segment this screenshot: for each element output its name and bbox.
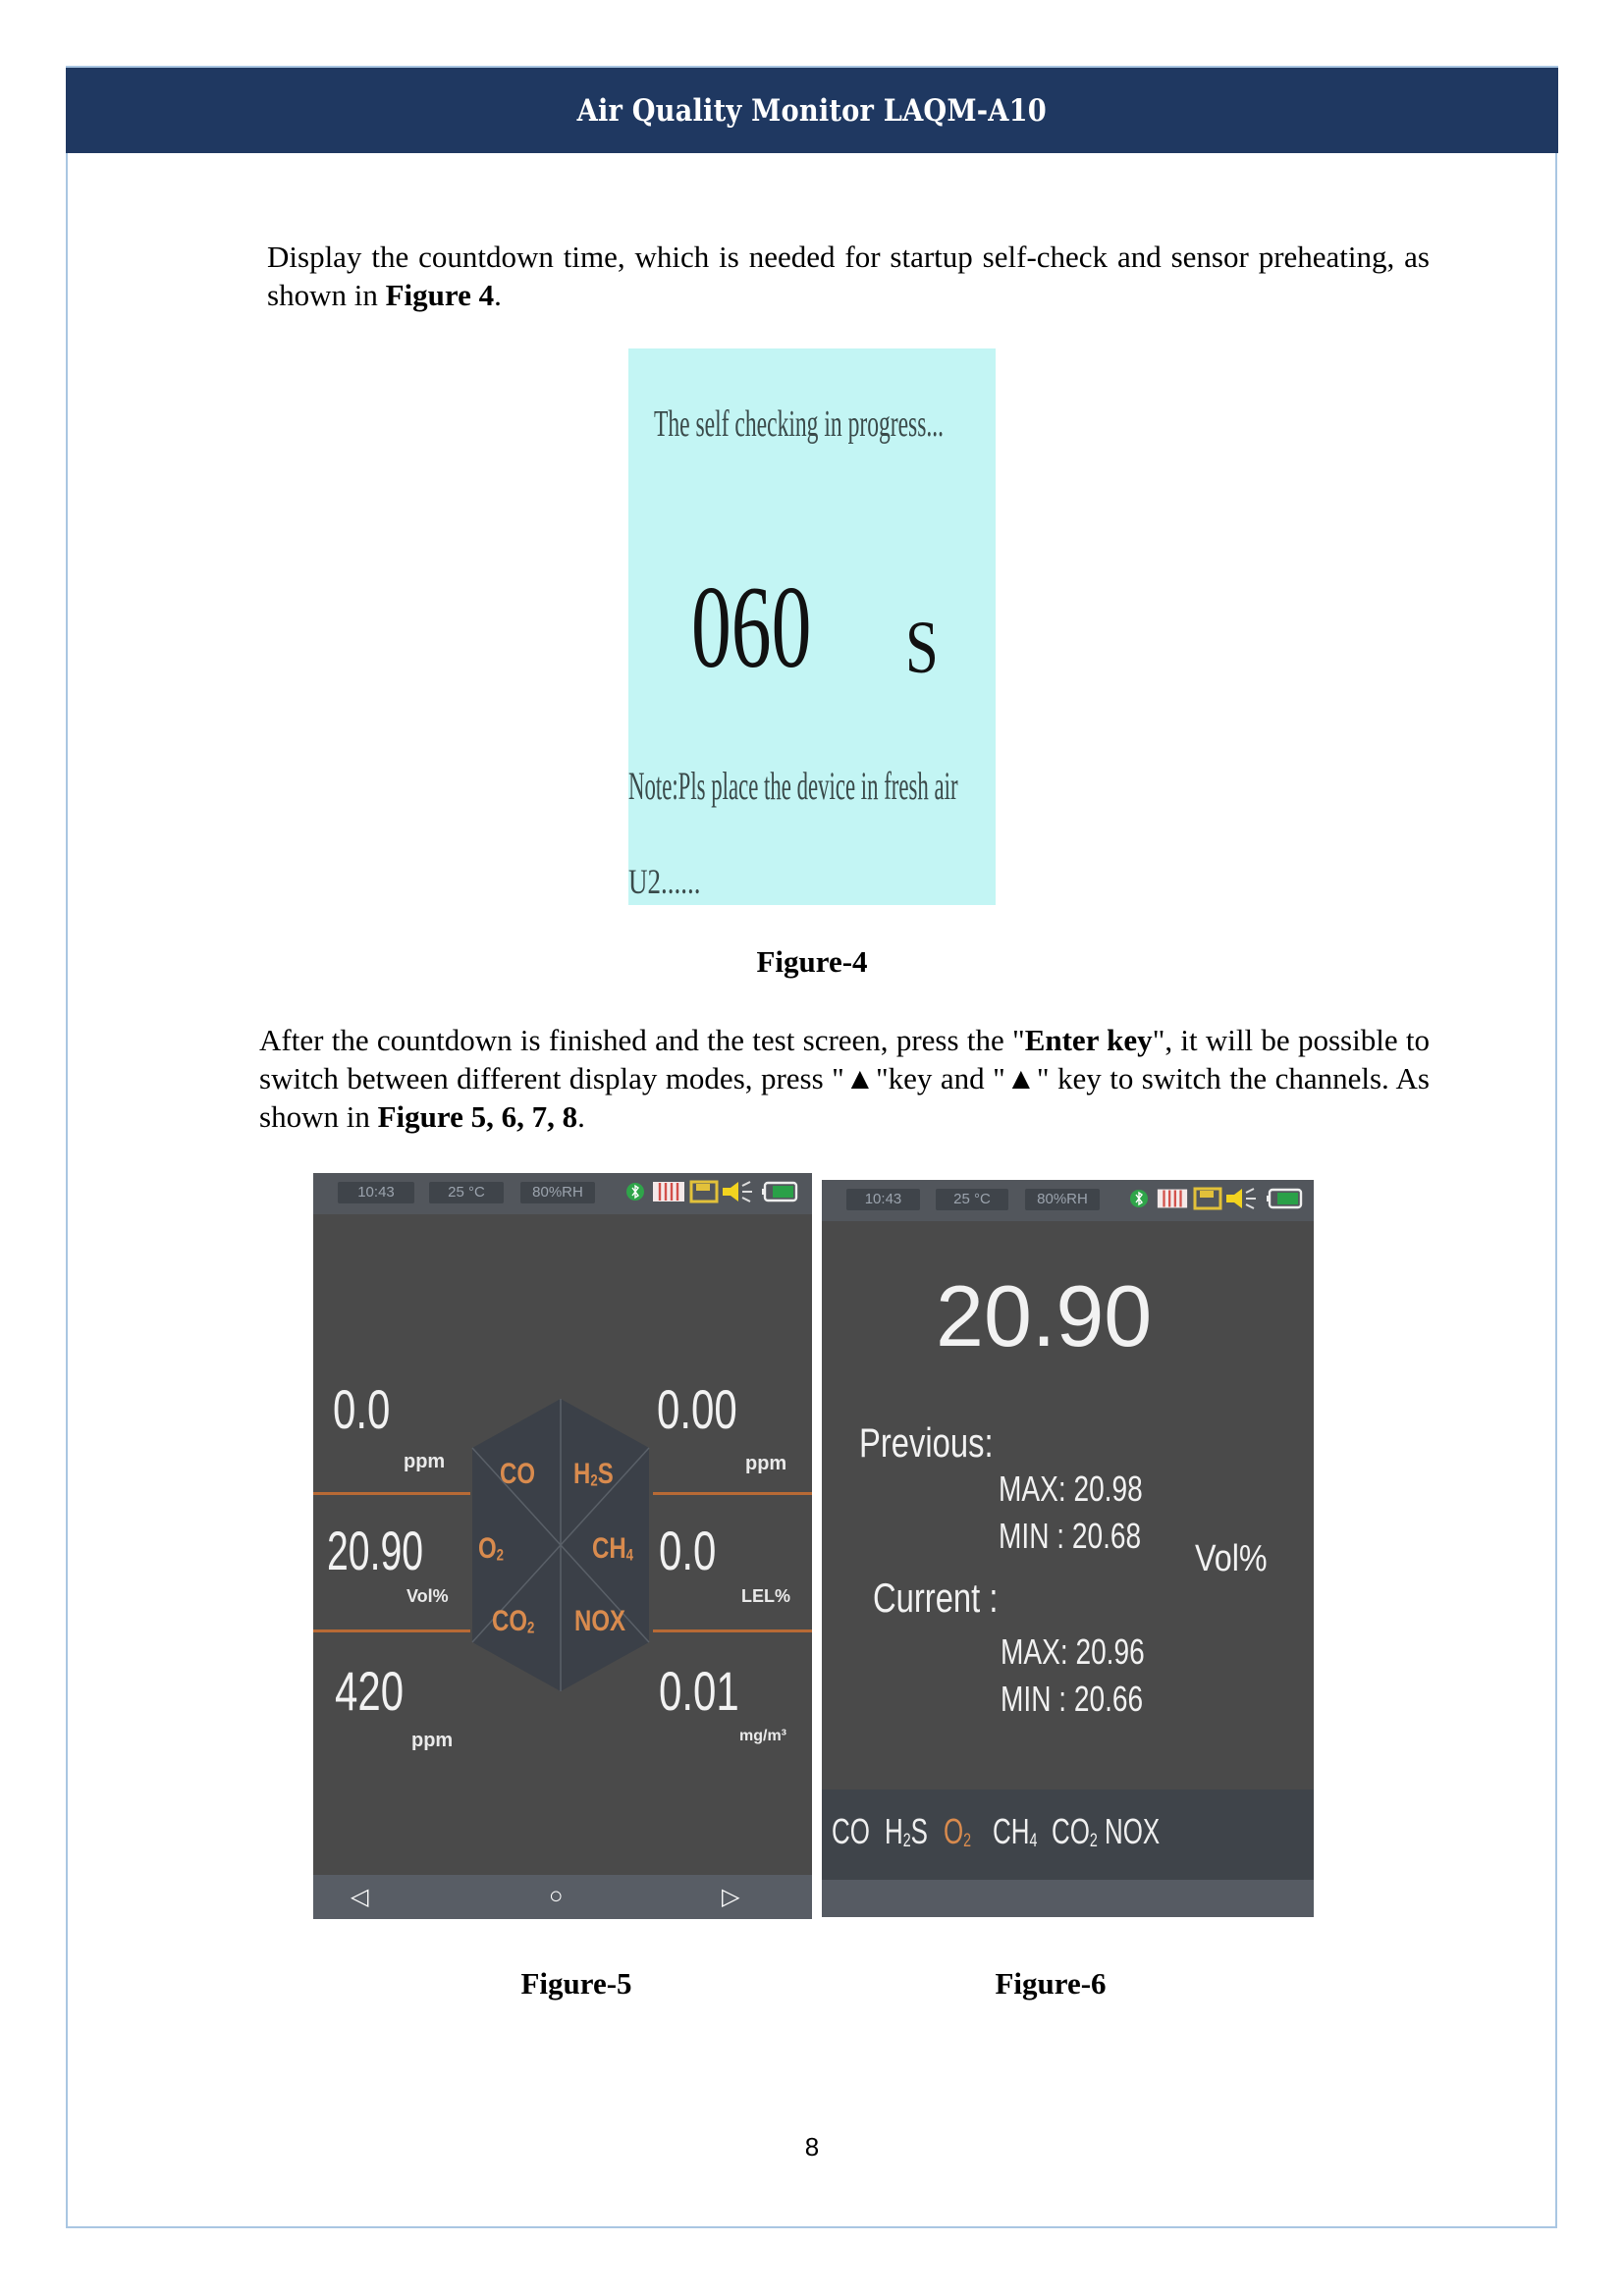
current-label: Current : <box>873 1575 999 1621</box>
hex-label-o2[interactable]: O2 <box>478 1532 505 1565</box>
figure-4-self-check-screen <box>628 348 996 905</box>
self-check-title: The self checking in progress... <box>654 403 945 445</box>
navigation-bar <box>313 1875 812 1919</box>
humidity-display: 80%RH <box>520 1182 595 1203</box>
battery-icon <box>761 1180 798 1203</box>
hex-label-nox[interactable]: NOX <box>574 1605 626 1637</box>
heater-icon <box>651 1180 686 1203</box>
save-icon <box>689 1180 719 1203</box>
fresh-air-note: Note:Pls place the device in fresh air <box>628 764 958 808</box>
co-value: 0.0 <box>333 1378 391 1440</box>
hex-label-h2s[interactable]: H2S <box>573 1458 614 1490</box>
h2s-value: 0.00 <box>657 1378 737 1440</box>
hex-label-ch4[interactable]: CH4 <box>592 1532 634 1565</box>
tab-ch4[interactable]: CH4 <box>993 1811 1038 1851</box>
figure-5-caption: Figure-5 <box>520 1966 632 2001</box>
humidity-display: 80%RH <box>1025 1189 1100 1210</box>
channel-tabs <box>822 1789 1314 1880</box>
row-divider <box>313 1492 470 1495</box>
previous-min: MIN : 20.68 <box>999 1516 1142 1556</box>
paragraph-text: ", it will be possible to switch between different display modes, press "▲"key and "▲" key to switch the channels. As shown in <box>259 1023 1431 1134</box>
bluetooth-icon <box>624 1180 646 1203</box>
countdown-unit: S <box>905 607 939 689</box>
time-display: 10:43 <box>338 1182 414 1203</box>
nox-value: 0.01 <box>659 1660 739 1722</box>
tab-h2s[interactable]: H2S <box>885 1811 928 1851</box>
o2-value: 20.90 <box>327 1520 424 1581</box>
o2-unit: Vol% <box>406 1586 449 1606</box>
document-title: Air Quality Monitor LAQM-A10 <box>576 92 1048 129</box>
co2-value: 420 <box>335 1660 405 1722</box>
co2-unit: ppm <box>411 1730 454 1751</box>
nox-unit: mg/m³ <box>739 1728 786 1744</box>
co-unit: ppm <box>404 1451 446 1472</box>
figure-reference: Figure 4 <box>385 278 495 312</box>
forward-icon[interactable]: ▷ <box>722 1884 740 1910</box>
tab-co[interactable]: CO <box>832 1811 870 1851</box>
ch4-unit: LEL% <box>741 1586 791 1606</box>
ch4-value: 0.0 <box>659 1520 717 1581</box>
paragraph-text: Display the countdown time, which is needed for startup self-check and sensor preheating, as shown in <box>267 240 1430 312</box>
punctuation: . <box>577 1099 585 1134</box>
status-bar <box>822 1180 1314 1221</box>
h2s-unit: ppm <box>745 1453 787 1474</box>
previous-label: Previous: <box>859 1419 994 1466</box>
row-divider <box>653 1492 812 1495</box>
speaker-icon <box>721 1180 754 1203</box>
time-display: 10:43 <box>846 1189 920 1210</box>
status-bar <box>313 1173 812 1214</box>
intro-paragraph <box>267 238 1430 314</box>
row-divider <box>313 1629 470 1632</box>
unit-label: Vol% <box>1195 1538 1268 1579</box>
save-icon <box>1193 1187 1222 1210</box>
countdown-value: 060 <box>691 561 812 692</box>
figure-4-caption: Figure-4 <box>756 944 868 979</box>
paragraph-text: After the countdown is finished and the test screen, press the " <box>259 1023 1025 1057</box>
current-min: MIN : 20.66 <box>1001 1679 1144 1719</box>
tab-nox[interactable]: NOX <box>1105 1811 1161 1851</box>
speaker-icon <box>1224 1187 1258 1210</box>
tab-co2[interactable]: CO2 <box>1052 1811 1098 1851</box>
row-divider <box>653 1629 812 1632</box>
page-number: 8 <box>804 2132 820 2162</box>
figure-6-caption: Figure-6 <box>995 1966 1107 2001</box>
back-icon[interactable]: ◁ <box>351 1884 369 1910</box>
previous-max: MAX: 20.98 <box>999 1468 1143 1509</box>
hex-label-co2[interactable]: CO2 <box>492 1605 535 1637</box>
current-max: MAX: 20.96 <box>1001 1631 1145 1672</box>
enter-key-label: Enter key <box>1024 1023 1153 1057</box>
figure-6-detail-screen <box>822 1180 1314 1917</box>
hex-label-co[interactable]: CO <box>500 1458 535 1490</box>
figure-5-overview-screen <box>313 1173 812 1919</box>
main-reading: 20.90 <box>936 1267 1153 1364</box>
temperature-display: 25 °C <box>936 1189 1008 1210</box>
heater-icon <box>1156 1187 1189 1210</box>
home-icon[interactable]: ○ <box>549 1883 564 1909</box>
page-header <box>66 66 1558 153</box>
tab-o2[interactable]: O2 <box>944 1811 972 1851</box>
punctuation: . <box>494 278 502 312</box>
figure-reference: Figure 5, 6, 7, 8 <box>377 1099 578 1134</box>
sensor-status: U2...... <box>628 862 701 901</box>
battery-icon <box>1266 1187 1303 1210</box>
temperature-display: 25 °C <box>429 1182 504 1203</box>
bluetooth-icon <box>1128 1187 1150 1210</box>
bottom-strip <box>822 1880 1314 1917</box>
instructions-paragraph <box>259 1021 1430 1136</box>
